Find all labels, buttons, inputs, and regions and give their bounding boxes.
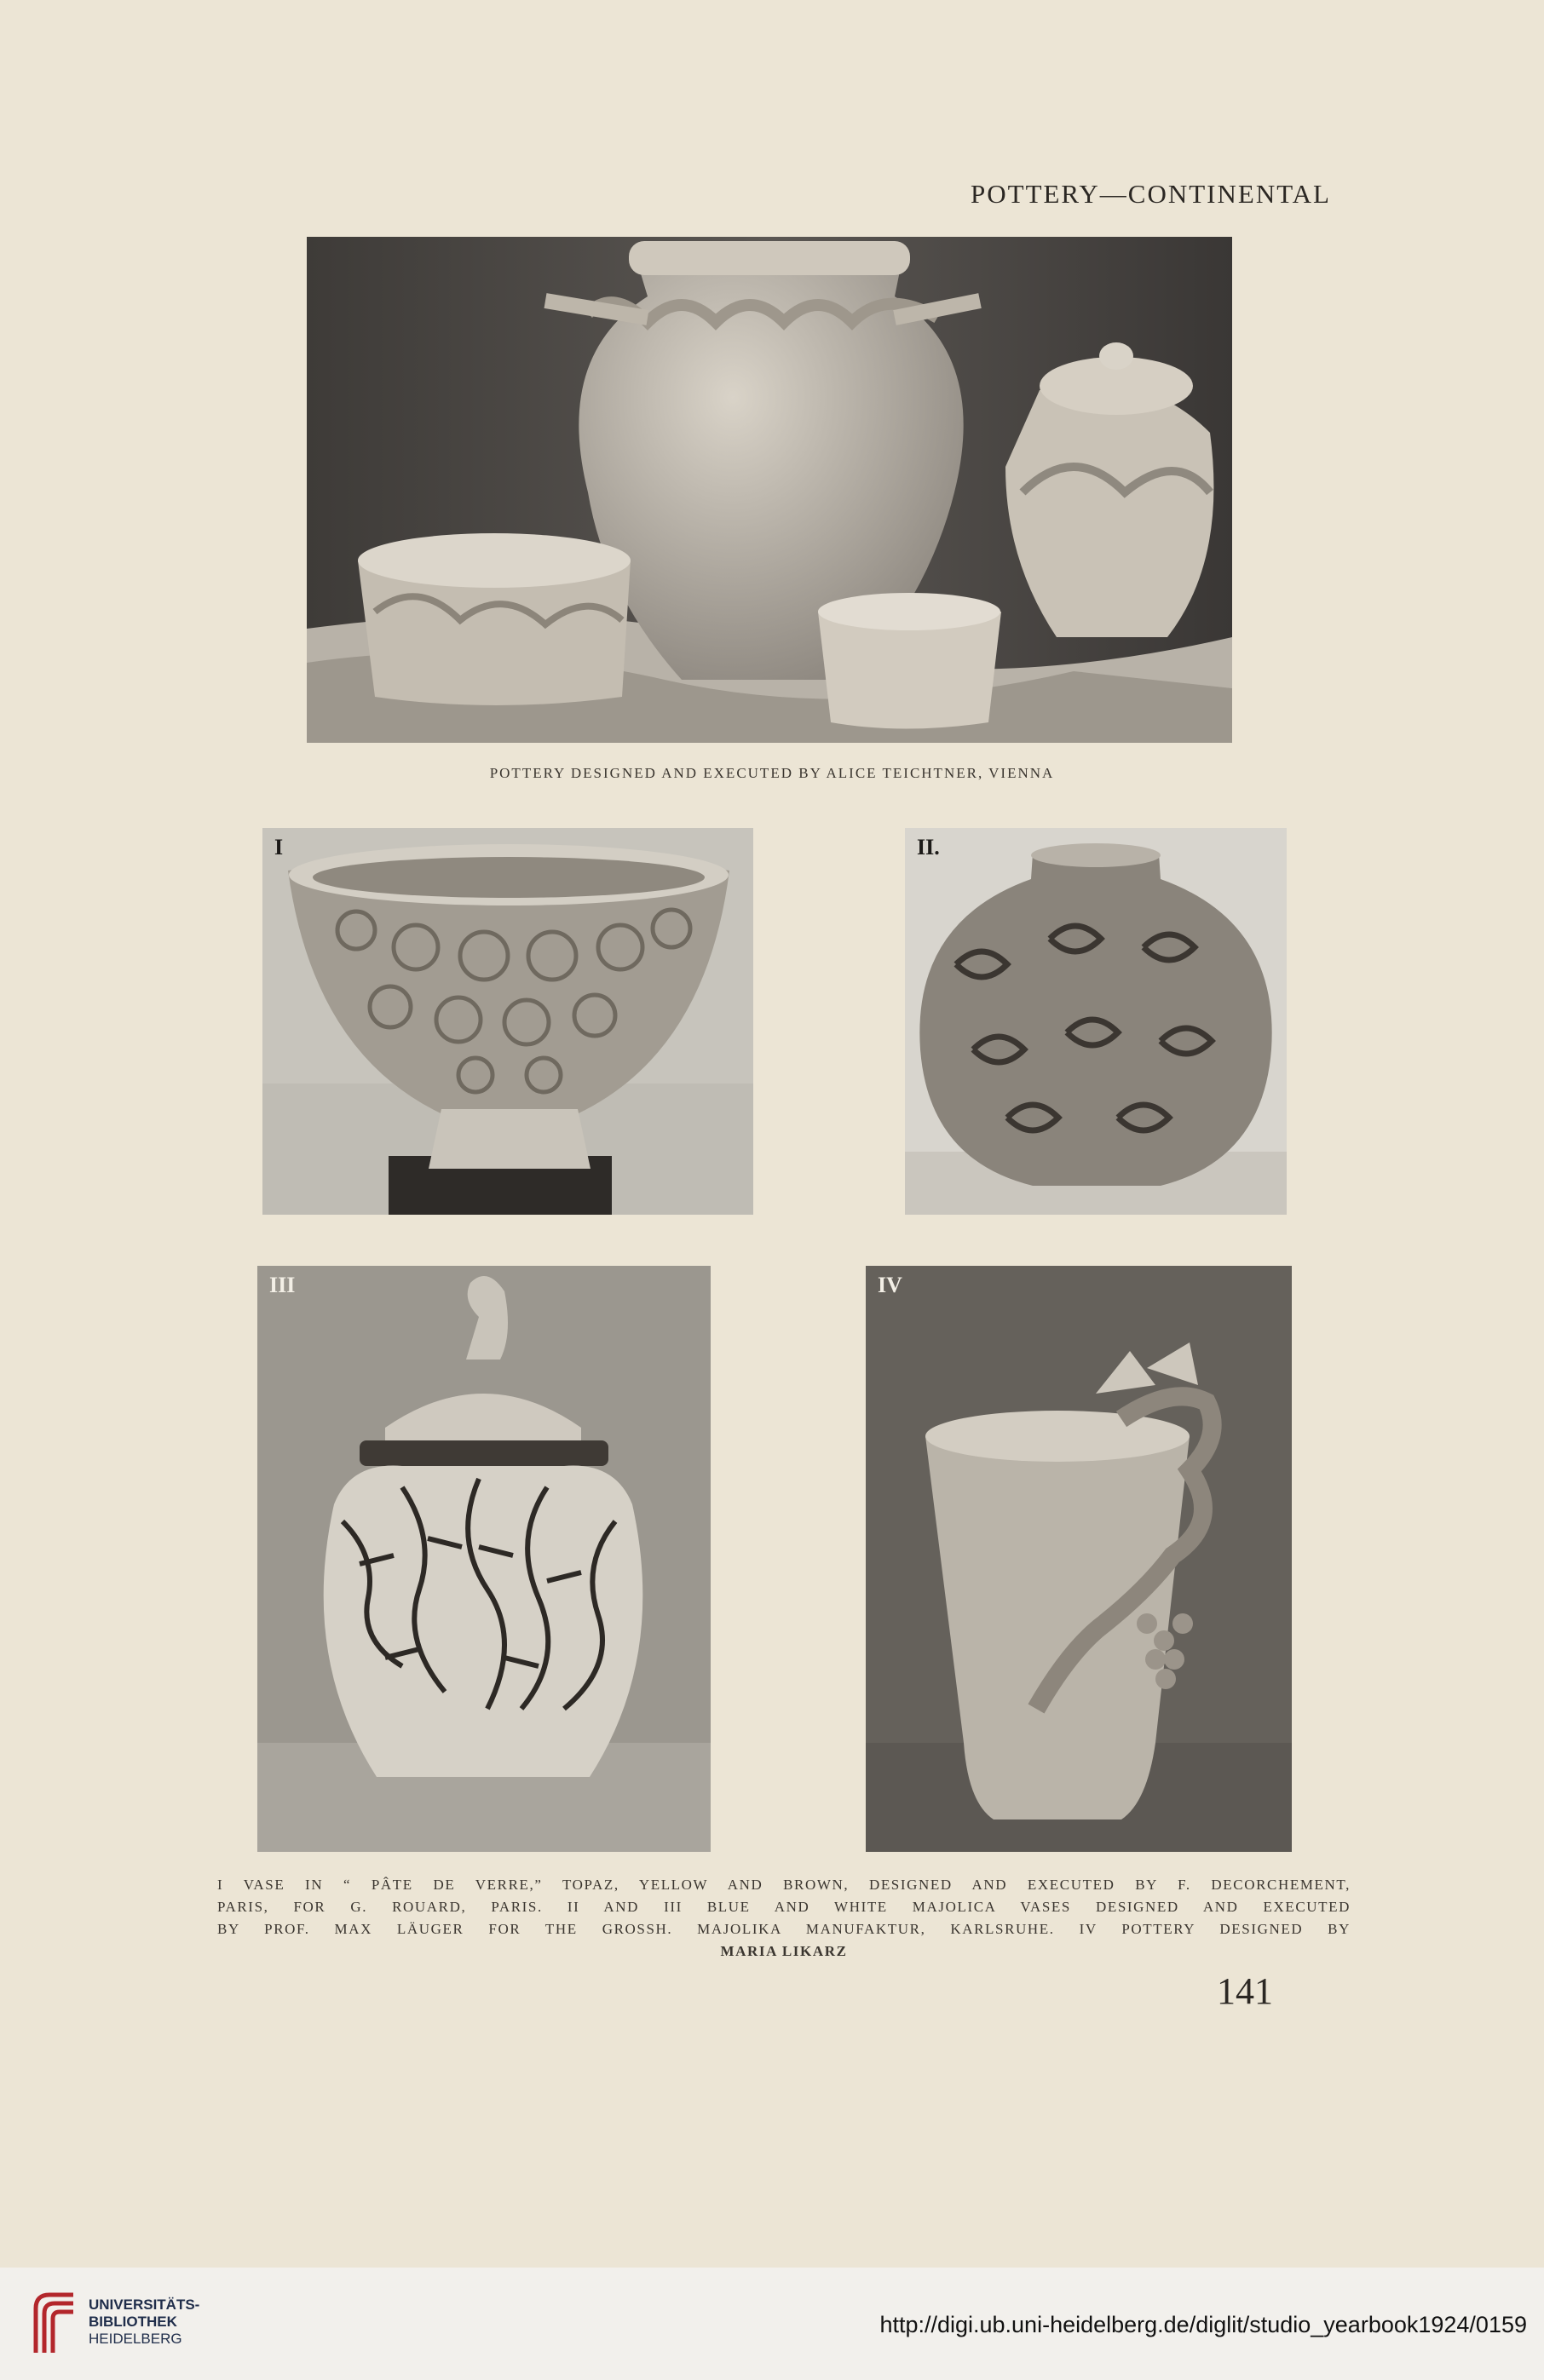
- bottom-caption-line: I VASE IN “ PÂTE DE VERRE,” TOPAZ, YELLOW AND BROWN, DESIGNED AND EXECUTED BY F. DECORCHEMENT,: [217, 1877, 1351, 1893]
- library-name-line: HEIDELBERG: [89, 2331, 182, 2347]
- bottom-caption: [217, 1874, 1351, 1963]
- footer-bar: [0, 2268, 1544, 2380]
- photo-plate-two-vase: [905, 828, 1287, 1215]
- page-number: 141: [1217, 1970, 1273, 2012]
- plate-label-two: II.: [917, 835, 940, 859]
- library-name-line: UNIVERSITÄTS-: [89, 2297, 200, 2313]
- library-logo-icon: [32, 2291, 77, 2356]
- bottom-caption-line: PARIS, FOR G. ROUARD, PARIS. II AND III BLUE AND WHITE MAJOLICA VASES DESIGNED AND EXECUTED: [217, 1899, 1351, 1915]
- plate-label-one: I: [274, 835, 284, 859]
- photo-plate-three-lidded-vase: [257, 1266, 711, 1852]
- running-head: POTTERY—CONTINENTAL: [971, 179, 1331, 209]
- bottom-caption-credit: MARIA LIKARZ: [720, 1943, 848, 1959]
- plate-label-four: IV: [878, 1273, 902, 1297]
- photo-plate-one-bowl: [262, 828, 753, 1215]
- photo-teichtner-pottery: [307, 237, 1232, 743]
- bottom-caption-line: BY PROF. MAX LÄUGER FOR THE GROSSH. MAJOLIKA MANUFAKTUR, KARLSRUHE. IV POTTERY DESIGNED BY: [217, 1921, 1351, 1937]
- top-caption: POTTERY DESIGNED AND EXECUTED BY ALICE TEICHTNER, VIENNA: [489, 765, 1055, 781]
- source-url-link[interactable]: http://digi.ub.uni-heidelberg.de/diglit/studio_yearbook1924/0159: [879, 2312, 1527, 2337]
- library-name: [89, 2297, 199, 2348]
- library-name-line: BIBLIOTHEK: [89, 2314, 177, 2330]
- plate-label-three: III: [269, 1273, 296, 1297]
- photo-plate-four-vine-cup: [866, 1266, 1292, 1852]
